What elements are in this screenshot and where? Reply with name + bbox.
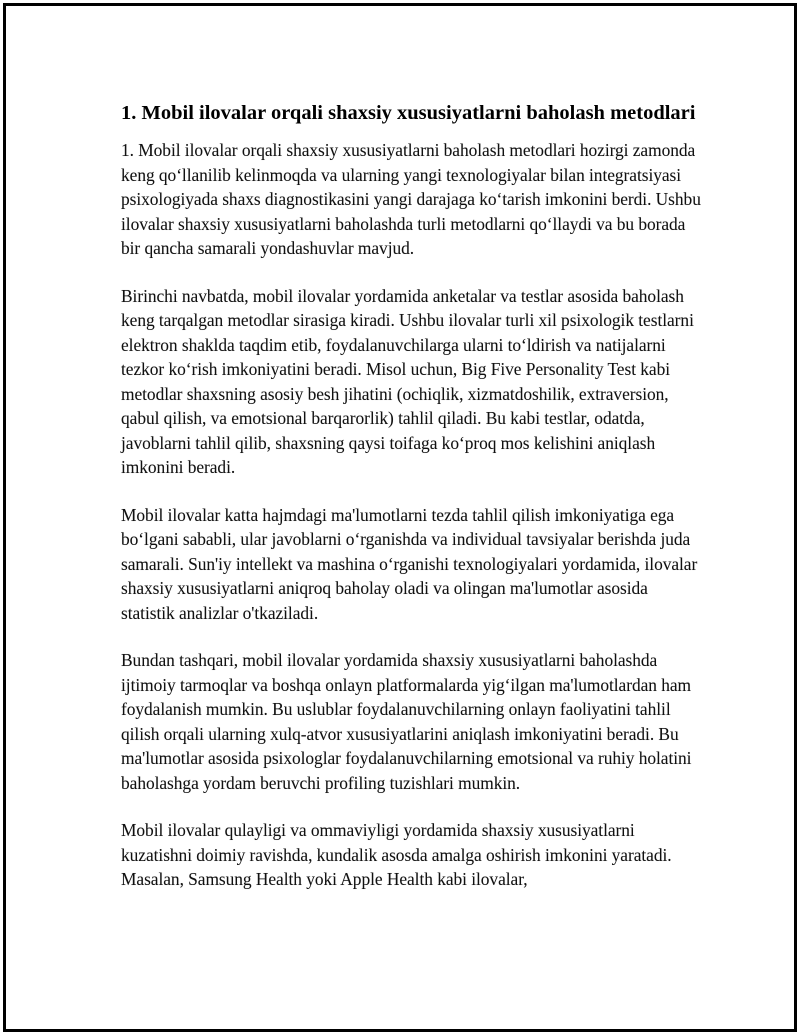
paragraph-5: Mobil ilovalar qulayligi va ommaviyligi yordamida shaxsiy xususiyatlarni kuzatishni doimiy ravishda, kundalik asosda amalga oshirish imkonini yaratadi. Masalan, Samsung Health yoki Apple Health kabi ilovalar,	[121, 820, 672, 889]
section-heading: 1. Mobil ilovalar orqali shaxsiy xususiyatlarni baholash metodlari	[121, 102, 696, 124]
paragraph-4: Bundan tashqari, mobil ilovalar yordamida shaxsiy xususiyatlarni baholashda ijtimoiy tarmoqlar va boshqa onlayn platformalarda yig‘ilgan ma'lumotlardan ham foydalanish mumkin. Bu uslublar foydalanuvchilarning onlayn faoliyatini tahlil qilish orqali ularning xulq-atvor xususiyatlarini aniqlash imkoniyatini beradi. Bu ma'lumotlar asosida psixologlar foydalanuvchilarning emotsional va ruhiy holatini baholashga yordam beruvchi profiling tuzishlari mumkin.	[121, 650, 692, 793]
document-body	[121, 98, 701, 915]
paragraph-2: Birinchi navbatda, mobil ilovalar yordamida anketalar va testlar asosida baholash keng tarqalgan metodlar sirasiga kiradi. Ushbu ilovalar turli xil psixologik testlarni elektron shaklda taqdim etib, foydalanuvchilarga ularni to‘ldirish va natijalarni tezkor ko‘rish imkoniyatini beradi. Misol uchun, Big Five Personality Test kabi metodlar shaxsning asosiy besh jihatini (ochiqlik, xizmatdoshilik, extraversion, qabul qilish, va emotsional barqarorlik) tahlil qiladi. Bu kabi testlar, odatda, javoblarni tahlil qilib, shaxsning qaysi toifaga ko‘proq mos kelishini aniqlash imkonini beradi.	[121, 285, 694, 477]
paragraph-1: 1. Mobil ilovalar orqali shaxsiy xususiyatlarni baholash metodlari hozirgi zamonda keng qo‘llanilib kelinmoqda va ularning yangi texnologiyalar bilan integratsiyasi psixologiyada shaxs diagnostikasini yangi darajaga ko‘tarish imkonini berdi. Ushbu ilovalar shaxsiy xususiyatlarni baholashda turli metodlarni qo‘llaydi va bu borada bir qancha samarali yondashuvlar mavjud.	[121, 140, 701, 258]
paragraph-3: Mobil ilovalar katta hajmdagi ma'lumotlarni tezda tahlil qilish imkoniyatiga ega bo‘lgani sababli, ular javoblarni o‘rganishda va individual tavsiyalar berishda juda samarali. Sun'iy intellekt va mashina o‘rganishi texnologiyalari yordamida, ilovalar shaxsiy xususiyatlarni aniqroq baholay oladi va olingan ma'lumotlar asosida statistik analizlar o'tkaziladi.	[121, 504, 698, 623]
page-frame	[3, 3, 797, 1032]
